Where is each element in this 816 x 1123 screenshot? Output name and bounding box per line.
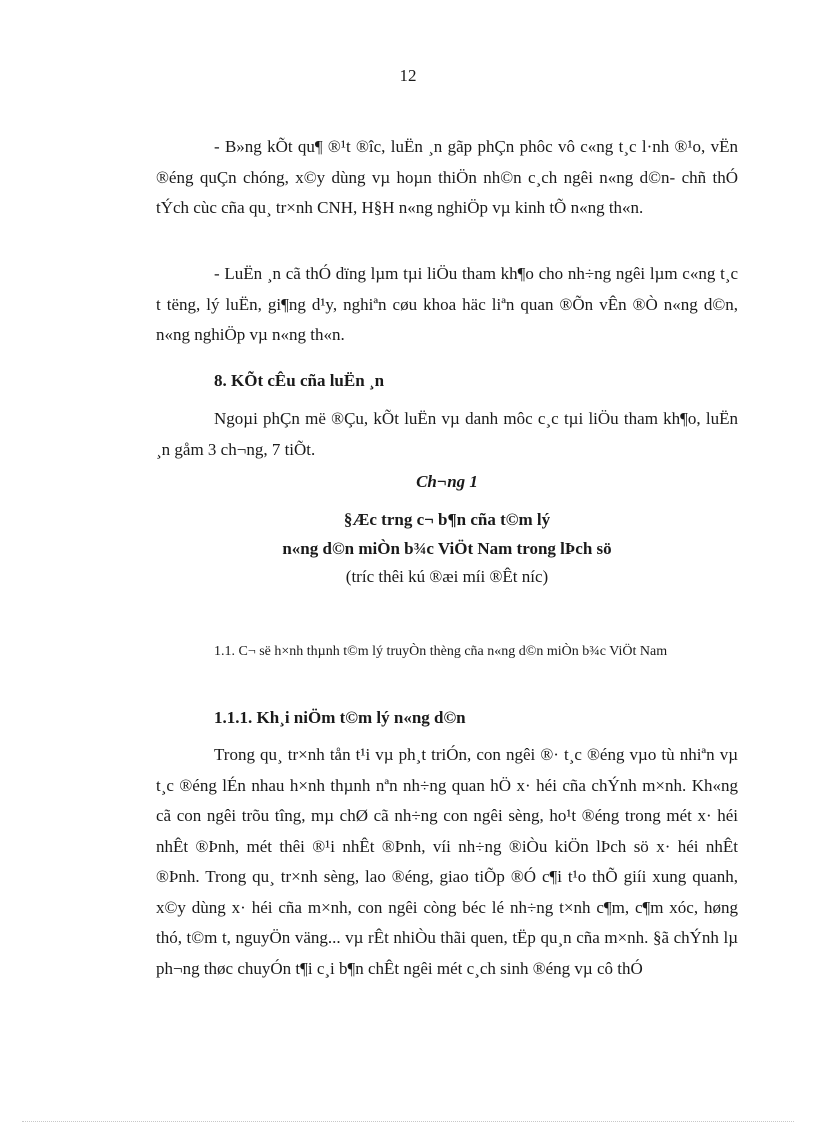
heading-thesis-structure: 8. KÕt cÊu cña luËn ¸n [214, 371, 385, 390]
chapter-title-line-2: n«ng d©n miÒn b¾c ViÖt Nam trong lÞch sö [282, 539, 612, 558]
paragraph-peasant-psychology-concept: Trong qu¸ tr×nh tån t¹i vµ ph¸t triÓn, con ngêi ®· t¸c ®éng vµo tù nhiªn vµ t¸c ®éng lÉn nhau h×nh thµnh nªn nh÷ng quan hÖ x· héi cña chÝnh m×nh. Kh«ng cã con ngêi trõu tîng, mµ chØ cã nh÷ng con ngêi sèng, ho¹t ®éng trong mét x· héi nhÊt ®Þnh, mét thêi ®¹i nhÊt ®Þnh, víi nh÷ng ®iÒu kiÖn lÞch sö x· héi nhÊt ®Þnh. Trong qu¸ tr×nh sèng, lao ®éng, giao tiÕp ®Ó c¶i t¹o thÕ giíi xung quanh, x©y dùng x· héi cña m×nh, con ngêi còng béc lé nh÷ng t×nh c¶m, c¶m xóc, høng thó, t©m t, nguyÖn väng... vµ rÊt nhiÒu thãi quen, tËp qu¸n cña m×nh. §ã chÝnh lµ ph¬ng thøc chuyÓn t¶i c¸i b¶n chÊt ngêi mét c¸ch sinh ®éng vµ cô thÓ [156, 745, 738, 978]
chapter-label: Ch¬ng 1 [416, 472, 478, 491]
page-number: 12 [399, 66, 417, 85]
paragraph-contribution-practical: - B»ng kÕt qu¶ ®¹t ®îc, luËn ¸n gãp phÇn phôc vô c«ng t¸c l·nh ®¹o, vËn ®éng quÇn chóng, x©y dùng vµ hoµn thiÖn nh©n c¸ch ngêi n«ng d©n- chñ thÓ tÝch cùc cña qu¸ tr×nh CNH, H§H n«ng nghiÖp vµ kinh tÕ n«ng th«n. [156, 137, 738, 217]
chapter-title-line-1: §Æc trng c¬ b¶n cña t©m lý [343, 510, 551, 529]
chapter-subtitle: (tríc thêi kú ®æi míi ®Êt níc) [345, 567, 549, 586]
paragraph-contribution-reference: - LuËn ¸n cã thÓ dïng lµm tµi liÖu tham kh¶o cho nh÷ng ngêi lµm c«ng t¸c t tëng, lý luËn, gi¶ng d¹y, nghiªn cøu khoa häc liªn quan ®Õn vÊn ®Ò n«ng d©n, n«ng nghiÖp vµ n«ng th«n. [156, 264, 738, 344]
page-bottom-rule [22, 1121, 794, 1122]
paragraph-thesis-structure: Ngoµi phÇn më ®Çu, kÕt luËn vµ danh môc c¸c tµi liÖu tham kh¶o, luËn ¸n gåm 3 ch¬ng, 7 tiÕt. [156, 409, 738, 459]
section-heading-1-1-1: 1.1.1. Kh¸i niÖm t©m lý n«ng d©n [214, 708, 466, 727]
section-heading-1-1: 1.1. C¬ së h×nh thµnh t©m lý truyÒn thèng cña n«ng d©n miÒn b¾c ViÖt Nam [214, 644, 668, 659]
